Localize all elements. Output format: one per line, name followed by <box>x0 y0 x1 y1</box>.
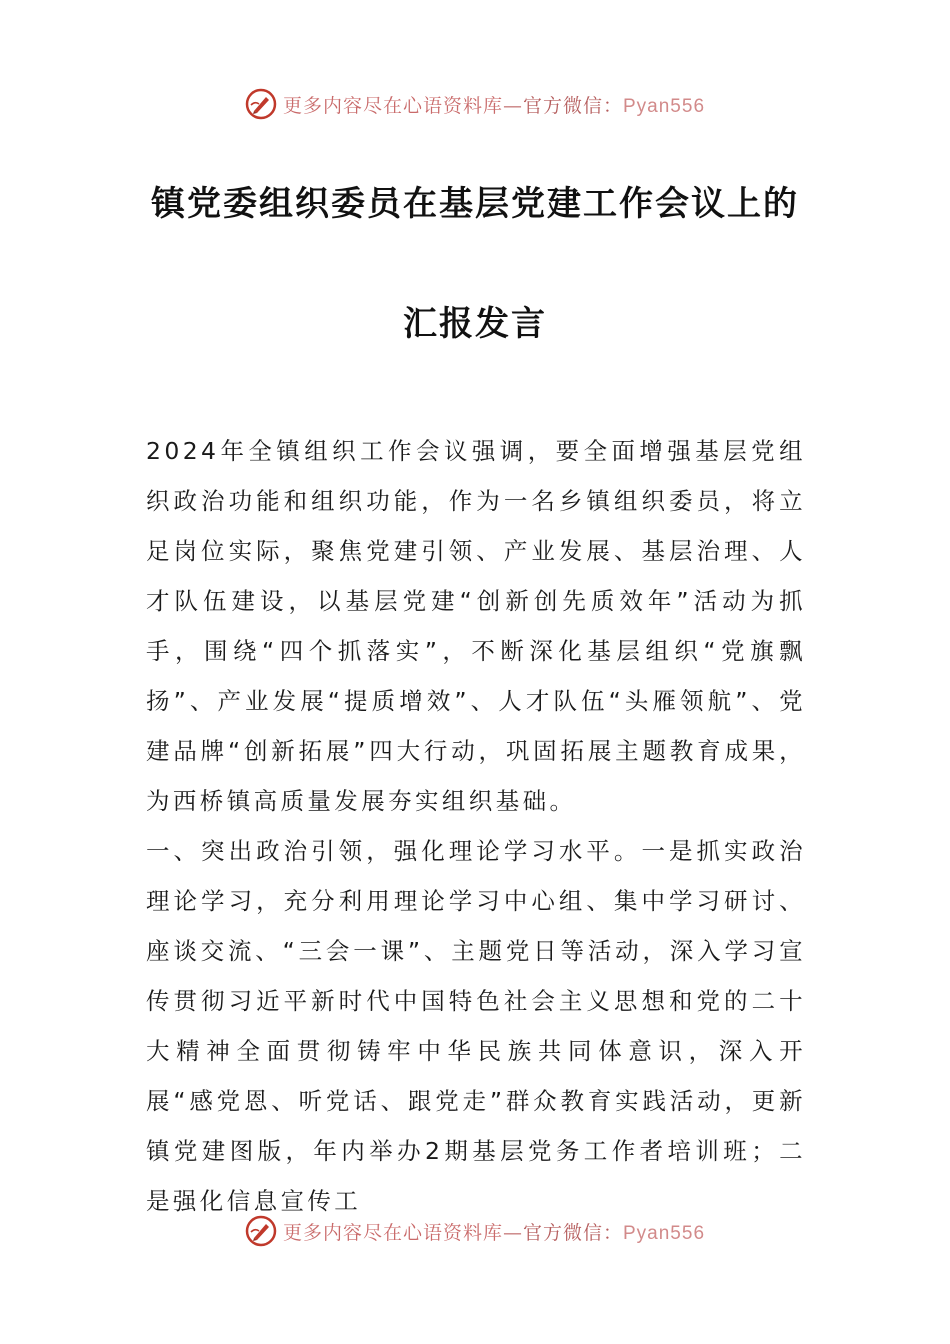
watermark-text <box>283 1218 705 1245</box>
paragraph-intro: 2024年全镇组织工作会议强调，要全面增强基层党组织政治功能和组织功能，作为一名乡镇组织委员，将立足岗位实际，聚焦党建引领、产业发展、基层治理、人才队伍建设，以基层党建“创新创先质效年”活动为抓手，围绕“四个抓落实”，不断深化基层组织“党旗飘扬”、产业发展“提质增效”、人才队伍“头雁领航”、党建品牌“创新拓展”四大行动，巩固拓展主题教育成果，为西桥镇高质量发展夯实组织基础。 <box>146 437 806 815</box>
watermark-separator: — <box>502 1221 523 1244</box>
watermark-main: 更多内容尽在心语资料库 <box>282 1221 503 1244</box>
document-title-line1: 镇党委组织委员在基层党建工作会议上的 <box>151 184 799 224</box>
document-title-line2: 汇报发言 <box>403 304 547 344</box>
watermark-header <box>0 84 950 124</box>
pen-logo-icon <box>245 88 277 120</box>
watermark-separator: — <box>502 94 523 117</box>
watermark-wechat-label: 官方微信： <box>522 94 623 117</box>
watermark-footer <box>0 1211 950 1251</box>
paragraph-section-1: 一、突出政治引领，强化理论学习水平。一是抓实政治理论学习，充分利用理论学习中心组、集中学习研讨、座谈交流、“三会一课”、主题党日等活动，深入学习宣传贯彻习近平新时代中国特色社会主义思想和党的二十大精神全面贯彻铸牢中华民族共同体意识，深入开展“感党恩、听党话、跟党走”群众教育实践活动，更新镇党建图版，年内举办2期基层党务工作者培训班；二是强化信息宣传工 <box>146 837 806 1215</box>
pen-logo-icon <box>245 1215 277 1247</box>
watermark-wechat-label: 官方微信： <box>522 1221 623 1244</box>
watermark-wechat-id: Pyan556 <box>623 1222 706 1244</box>
watermark-text <box>283 91 705 118</box>
watermark-main: 更多内容尽在心语资料库 <box>282 94 503 117</box>
watermark-wechat-id: Pyan556 <box>623 95 706 117</box>
document-body <box>146 426 806 1226</box>
